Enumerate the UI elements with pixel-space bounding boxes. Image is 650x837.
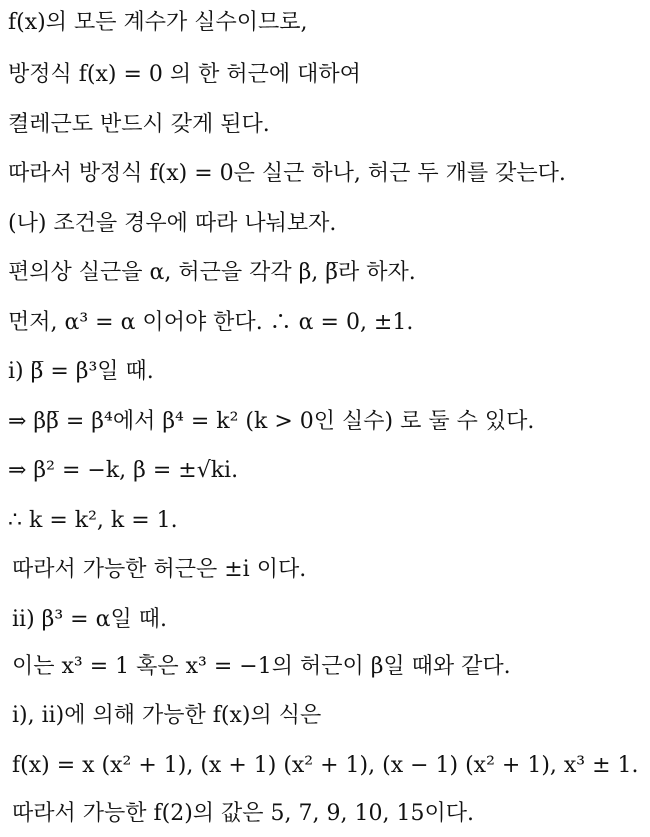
text-line-12: 따라서 가능한 허근은 ±i 이다. xyxy=(12,557,307,582)
text-line-4: 따라서 방정식 f(x) = 0은 실근 하나, 허근 두 개를 갖는다. xyxy=(8,161,566,186)
text-line-17: 따라서 가능한 f(2)의 값은 5, 7, 9, 10, 15이다. xyxy=(12,801,474,826)
text-line-11: ∴ k = k², k = 1. xyxy=(8,508,178,533)
text-line-5: (나) 조건을 경우에 따라 나눠보자. xyxy=(8,211,337,236)
text-line-15: i), ii)에 의해 가능한 f(x)의 식은 xyxy=(12,703,322,728)
text-line-8: i) β̅ = β³일 때. xyxy=(8,359,154,384)
text-line-3: 켤레근도 반드시 갖게 된다. xyxy=(8,112,270,137)
text-line-10: ⇒ β² = −k, β = ±√ki. xyxy=(8,458,239,483)
text-line-6: 편의상 실근을 α, 허근을 각각 β, β̅라 하자. xyxy=(8,260,416,285)
text-line-16: f(x) = x (x² + 1), (x + 1) (x² + 1), (x − 1) (x² + 1), x³ ± 1. xyxy=(12,753,639,778)
text-line-9: ⇒ ββ̅ = β⁴에서 β⁴ = k² (k > 0인 실수) 로 둘 수 있다. xyxy=(8,409,535,434)
text-line-14: 이는 x³ = 1 혹은 x³ = −1의 허근이 β일 때와 같다. xyxy=(12,654,511,679)
text-line-13: ii) β³ = α일 때. xyxy=(12,607,167,632)
text-line-1: f(x)의 모든 계수가 실수이므로, xyxy=(8,10,308,35)
text-line-7: 먼저, α³ = α 이어야 한다. ∴ α = 0, ±1. xyxy=(8,310,414,335)
text-line-2: 방정식 f(x) = 0 의 한 허근에 대하여 xyxy=(8,62,361,87)
